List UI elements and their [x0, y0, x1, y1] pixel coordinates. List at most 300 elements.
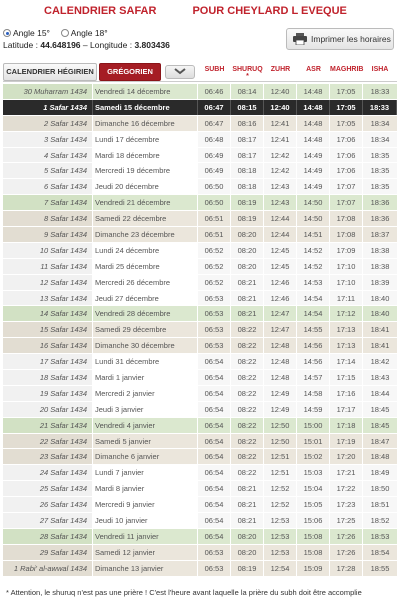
zuhr-time: 12:40: [264, 84, 297, 99]
isha-time: 18:49: [363, 465, 397, 480]
col-zuhr: ZUHR: [270, 66, 291, 73]
subh-time: 06:49: [198, 163, 231, 178]
table-row: [3, 132, 397, 148]
isha-time: 18:41: [370, 325, 390, 335]
zuhr-time: 12:41: [264, 132, 297, 147]
latitude-value: 44.648196: [40, 40, 81, 50]
latitude-label: Latitude :: [3, 40, 38, 50]
prayer-times-table: [3, 84, 397, 577]
zuhr-time: 12:48: [264, 370, 297, 385]
shuruq-time: 08:21: [231, 275, 264, 290]
subh-time: 06:49: [198, 148, 231, 163]
subh-time: 06:52: [198, 243, 231, 258]
subh-time: 06:54: [198, 513, 231, 528]
gregorian-date: Mercredi 2 janvier: [93, 386, 198, 401]
zuhr-time: 12:47: [264, 306, 297, 321]
title-bar: [0, 0, 400, 22]
subh-time: 06:48: [198, 132, 231, 147]
maghrib-time: 17:07: [330, 179, 363, 194]
maghrib-time: 17:10: [330, 275, 363, 290]
hegirian-date: 24 Safar 1434: [3, 465, 93, 480]
asr-time: 14:50: [297, 211, 330, 226]
zuhr-time: 12:48: [264, 338, 297, 353]
gregorian-date: Mardi 1 janvier: [93, 370, 198, 385]
zuhr-time: 12:52: [264, 481, 297, 496]
tab-hegirien[interactable]: CALENDRIER HÉGIRIEN: [3, 63, 97, 81]
subh-time: 06:53: [198, 291, 231, 306]
asr-time: 15:09: [297, 561, 330, 576]
gregorian-date: Vendredi 4 janvier: [93, 418, 198, 433]
maghrib-time: 17:10: [330, 259, 363, 274]
asr-time: 14:53: [297, 275, 330, 290]
zuhr-time: 12:43: [264, 179, 297, 194]
calendar-menu-button[interactable]: [165, 65, 195, 79]
isha-time: 18:48: [370, 452, 390, 462]
isha-time: 18:43: [363, 370, 397, 385]
subh-time: 06:53: [198, 561, 231, 576]
isha-time: 18:39: [363, 275, 397, 290]
hegirian-date: 6 Safar 1434: [3, 179, 93, 194]
print-button[interactable]: [286, 28, 394, 50]
isha-time: 18:54: [370, 547, 390, 557]
asr-time: 15:08: [297, 545, 330, 560]
gregorian-date: Vendredi 11 janvier: [93, 529, 198, 544]
zuhr-time: 12:43: [264, 195, 297, 210]
maghrib-time: 17:26: [330, 529, 363, 544]
maghrib-time: 17:08: [330, 211, 363, 226]
gregorian-date: Lundi 7 janvier: [93, 465, 198, 480]
hegirian-date: 12 Safar 1434: [3, 275, 93, 290]
gregorian-date: Jeudi 3 janvier: [93, 402, 198, 417]
zuhr-time: 12:51: [264, 449, 297, 464]
maghrib-time: 17:06: [330, 132, 363, 147]
isha-time: 18:51: [363, 497, 397, 512]
table-row: [3, 529, 397, 545]
subh-time: 06:54: [198, 418, 231, 433]
subh-time: 06:54: [198, 529, 231, 544]
col-isha: ISHA: [371, 66, 389, 73]
table-header: [3, 62, 397, 82]
shuruq-time: 08:22: [231, 386, 264, 401]
subh-time: 06:53: [198, 545, 231, 560]
table-row: [3, 513, 397, 529]
shuruq-time: 08:20: [231, 529, 264, 544]
shuruq-time: 08:22: [231, 322, 264, 337]
hegirian-date: 4 Safar 1434: [3, 148, 93, 163]
maghrib-time: 17:23: [330, 497, 363, 512]
angle18-label: Angle 18°: [70, 28, 108, 38]
gregorian-date: Lundi 31 décembre: [93, 354, 198, 369]
shuruq-time: 08:19: [231, 211, 264, 226]
zuhr-time: 12:53: [264, 529, 297, 544]
calculation-options: [3, 27, 170, 51]
hegirian-date: 21 Safar 1434: [3, 418, 93, 433]
zuhr-time: 12:40: [264, 100, 297, 115]
shuruq-time: 08:21: [231, 513, 264, 528]
table-row-today: [3, 100, 397, 116]
isha-time: 18:35: [363, 163, 397, 178]
zuhr-time: 12:50: [264, 418, 297, 433]
shuruq-time: 08:22: [231, 338, 264, 353]
gregorian-date: Vendredi 21 décembre: [93, 195, 198, 210]
isha-time: 18:34: [370, 118, 390, 128]
table-row: [3, 227, 397, 243]
asr-time: 14:51: [297, 227, 330, 242]
gregorian-date: Mardi 8 janvier: [93, 481, 198, 496]
asr-time: 14:49: [297, 163, 330, 178]
table-row: [3, 275, 397, 291]
maghrib-time: 17:13: [330, 338, 363, 353]
longitude-value: 3.803436: [134, 40, 170, 50]
table-row: [3, 434, 397, 450]
asr-time: 14:50: [297, 195, 330, 210]
maghrib-time: 17:12: [330, 306, 363, 321]
subh-time: 06:54: [198, 434, 231, 449]
subh-time: 06:53: [198, 338, 231, 353]
gregorian-date: Dimanche 23 décembre: [93, 227, 198, 242]
maghrib-time: 17:19: [330, 434, 363, 449]
maghrib-time: 17:14: [330, 354, 363, 369]
zuhr-time: 12:44: [264, 211, 297, 226]
maghrib-time: 17:25: [330, 513, 363, 528]
hegirian-date: 7 Safar 1434: [3, 195, 93, 210]
maghrib-time: 17:11: [330, 291, 363, 306]
shuruq-time: 08:22: [231, 434, 264, 449]
isha-time: 18:36: [370, 198, 390, 208]
zuhr-time: 12:48: [264, 354, 297, 369]
subh-time: 06:51: [198, 227, 231, 242]
isha-time: 18:41: [370, 341, 390, 351]
isha-time: 18:47: [370, 436, 390, 446]
hegirian-date: 11 Safar 1434: [3, 259, 93, 274]
table-row: [3, 195, 397, 211]
subh-time: 06:54: [198, 370, 231, 385]
asr-time: 15:05: [297, 497, 330, 512]
zuhr-time: 12:54: [264, 561, 297, 576]
printer-icon: [293, 33, 307, 45]
gregorian-date: Lundi 17 décembre: [93, 132, 198, 147]
maghrib-time: 17:15: [330, 370, 363, 385]
hegirian-date: 29 Safar 1434: [3, 545, 93, 560]
hegirian-date: 28 Safar 1434: [3, 529, 93, 544]
table-row: [3, 163, 397, 179]
hegirian-date: 9 Safar 1434: [3, 227, 93, 242]
hegirian-date: 1 Safar 1434: [3, 100, 93, 115]
hegirian-date: 10 Safar 1434: [3, 243, 93, 258]
isha-time: 18:50: [363, 481, 397, 496]
shuruq-time: 08:17: [231, 132, 264, 147]
hegirian-date: 13 Safar 1434: [3, 291, 93, 306]
asr-time: 14:48: [297, 84, 330, 99]
gregorian-date: Mercredi 9 janvier: [93, 497, 198, 512]
isha-time: 18:55: [370, 563, 390, 573]
shuruq-time: 08:22: [231, 354, 264, 369]
zuhr-time: 12:45: [264, 243, 297, 258]
zuhr-time: 12:53: [264, 545, 297, 560]
subh-time: 06:54: [198, 354, 231, 369]
table-row: [3, 354, 397, 370]
table-row: [3, 418, 397, 434]
table-row: [3, 402, 397, 418]
table-row: [3, 465, 397, 481]
hegirian-date: 8 Safar 1434: [3, 211, 93, 226]
shuruq-time: 08:20: [231, 227, 264, 242]
col-shuruq: SHURUQ *: [232, 66, 263, 80]
gregorian-date: Mardi 25 décembre: [93, 259, 198, 274]
asr-time: 15:04: [297, 481, 330, 496]
asr-time: 14:49: [297, 179, 330, 194]
maghrib-time: 17:06: [330, 163, 363, 178]
shuruq-time: 08:18: [231, 179, 264, 194]
table-row: [3, 322, 397, 338]
table-row: [3, 84, 397, 100]
angle15-label: Angle 15°: [13, 28, 50, 38]
gregorian-date: Samedi 22 décembre: [93, 211, 198, 226]
table-row: [3, 338, 397, 354]
zuhr-time: 12:46: [264, 291, 297, 306]
hegirian-date: 27 Safar 1434: [3, 513, 93, 528]
tab-gregorien[interactable]: GRÉGORIEN: [99, 63, 161, 81]
maghrib-time: 17:16: [330, 386, 363, 401]
shuruq-time: 08:21: [231, 481, 264, 496]
hegirian-date: 25 Safar 1434: [3, 481, 93, 496]
subh-time: 06:54: [198, 386, 231, 401]
asr-time: 14:52: [297, 259, 330, 274]
gregorian-date: Samedi 29 décembre: [93, 322, 198, 337]
subh-time: 06:52: [198, 259, 231, 274]
isha-time: 18:52: [363, 513, 397, 528]
hegirian-date: 14 Safar 1434: [3, 306, 93, 321]
page-location: POUR CHEYLARD L EVEQUE: [192, 5, 347, 17]
subh-time: 06:46: [198, 84, 231, 99]
table-row: [3, 561, 397, 577]
isha-time: 18:36: [370, 214, 390, 224]
isha-time: 18:40: [370, 309, 390, 319]
hegirian-date: 22 Safar 1434: [3, 434, 93, 449]
subh-time: 06:50: [198, 179, 231, 194]
asr-time: 14:48: [297, 100, 330, 115]
table-row: [3, 179, 397, 195]
isha-time: 18:38: [363, 243, 397, 258]
maghrib-time: 17:13: [330, 322, 363, 337]
hegirian-date: 17 Safar 1434: [3, 354, 93, 369]
gregorian-date: Mercredi 19 décembre: [93, 163, 198, 178]
asr-time: 15:03: [297, 465, 330, 480]
isha-time: 18:37: [370, 229, 390, 239]
angle18-radio[interactable]: [61, 29, 69, 37]
subh-time: 06:54: [198, 497, 231, 512]
maghrib-time: 17:05: [330, 100, 363, 115]
asr-time: 15:01: [297, 434, 330, 449]
subh-time: 06:47: [198, 116, 231, 131]
shuruq-time: 08:17: [231, 148, 264, 163]
table-row: [3, 211, 397, 227]
gregorian-date: Jeudi 20 décembre: [93, 179, 198, 194]
hegirian-date: 16 Safar 1434: [3, 338, 93, 353]
gregorian-date: Jeudi 27 décembre: [93, 291, 198, 306]
table-row: [3, 449, 397, 465]
shuruq-time: 08:18: [231, 163, 264, 178]
gregorian-date: Dimanche 30 décembre: [93, 338, 198, 353]
isha-time: 18:44: [363, 386, 397, 401]
shuruq-time: 08:21: [231, 291, 264, 306]
chevron-down-icon: [174, 68, 186, 76]
gregorian-date: Mardi 18 décembre: [93, 148, 198, 163]
isha-time: 18:35: [363, 148, 397, 163]
asr-time: 14:54: [297, 306, 330, 321]
gregorian-date: Dimanche 6 janvier: [93, 449, 198, 464]
maghrib-time: 17:08: [330, 227, 363, 242]
subh-time: 06:53: [198, 322, 231, 337]
gregorian-date: Jeudi 10 janvier: [93, 513, 198, 528]
shuruq-time: 08:20: [231, 545, 264, 560]
maghrib-time: 17:18: [330, 418, 363, 433]
hegirian-date: 18 Safar 1434: [3, 370, 93, 385]
maghrib-time: 17:05: [330, 116, 363, 131]
print-button-label: Imprimer les horaires: [311, 34, 391, 44]
table-row: [3, 545, 397, 561]
shuruq-time: 08:22: [231, 449, 264, 464]
asr-time: 14:49: [297, 148, 330, 163]
asr-time: 14:48: [297, 132, 330, 147]
gregorian-date: Vendredi 28 décembre: [93, 306, 198, 321]
subh-time: 06:51: [198, 211, 231, 226]
maghrib-time: 17:07: [330, 195, 363, 210]
hegirian-date: 5 Safar 1434: [3, 163, 93, 178]
isha-time: 18:40: [363, 291, 397, 306]
hegirian-date: 30 Muharram 1434: [3, 84, 93, 99]
maghrib-time: 17:05: [330, 84, 363, 99]
asr-time: 15:02: [297, 449, 330, 464]
shuruq-time: 08:22: [231, 402, 264, 417]
subh-time: 06:52: [198, 275, 231, 290]
maghrib-time: 17:22: [330, 481, 363, 496]
table-row: [3, 243, 397, 259]
asr-time: 14:56: [297, 338, 330, 353]
subh-time: 06:54: [198, 449, 231, 464]
asr-time: 14:56: [297, 354, 330, 369]
shuruq-time: 08:22: [231, 465, 264, 480]
col-asr: ASR: [306, 66, 321, 73]
maghrib-time: 17:17: [330, 402, 363, 417]
maghrib-time: 17:21: [330, 465, 363, 480]
asr-time: 14:52: [297, 243, 330, 258]
zuhr-time: 12:42: [264, 148, 297, 163]
asr-time: 14:57: [297, 370, 330, 385]
isha-time: 18:53: [370, 531, 390, 541]
isha-time: 18:35: [363, 179, 397, 194]
zuhr-time: 12:46: [264, 275, 297, 290]
page-title: CALENDRIER SAFAR: [44, 5, 157, 17]
subh-time: 06:54: [198, 402, 231, 417]
subh-time: 06:54: [198, 465, 231, 480]
zuhr-time: 12:42: [264, 163, 297, 178]
table-row: [3, 306, 397, 322]
shuruq-time: 08:15: [231, 100, 264, 115]
hegirian-date: 23 Safar 1434: [3, 449, 93, 464]
subh-time: 06:47: [198, 100, 231, 115]
zuhr-time: 12:51: [264, 465, 297, 480]
subh-time: 06:50: [198, 195, 231, 210]
asr-time: 14:58: [297, 386, 330, 401]
longitude-label: – Longitude :: [82, 40, 133, 50]
zuhr-time: 12:41: [264, 116, 297, 131]
asr-time: 14:55: [297, 322, 330, 337]
shuruq-time: 08:21: [231, 497, 264, 512]
zuhr-time: 12:53: [264, 513, 297, 528]
zuhr-time: 12:47: [264, 322, 297, 337]
table-row: [3, 386, 397, 402]
hegirian-date: 1 Rabi' al-awwal 1434: [3, 561, 93, 576]
asr-time: 15:06: [297, 513, 330, 528]
col-maghrib: MAGHRIB: [330, 66, 364, 73]
shuruq-time: 08:20: [231, 259, 264, 274]
shuruq-time: 08:16: [231, 116, 264, 131]
gregorian-date: Dimanche 16 décembre: [93, 116, 198, 131]
gregorian-date: Mercredi 26 décembre: [93, 275, 198, 290]
col-subh: SUBH: [204, 66, 225, 73]
isha-time: 18:33: [370, 86, 390, 96]
table-row: [3, 481, 397, 497]
asr-time: 15:00: [297, 418, 330, 433]
maghrib-time: 17:09: [330, 243, 363, 258]
maghrib-time: 17:20: [330, 449, 363, 464]
table-row: [3, 148, 397, 164]
table-row: [3, 497, 397, 513]
zuhr-time: 12:45: [264, 259, 297, 274]
hegirian-date: 20 Safar 1434: [3, 402, 93, 417]
gregorian-date: Vendredi 14 décembre: [93, 84, 198, 99]
zuhr-time: 12:49: [264, 402, 297, 417]
isha-time: 18:33: [363, 100, 397, 115]
gregorian-date: Lundi 24 décembre: [93, 243, 198, 258]
table-row: [3, 291, 397, 307]
gregorian-date: Samedi 15 décembre: [93, 100, 198, 115]
zuhr-time: 12:52: [264, 497, 297, 512]
asr-time: 14:54: [297, 291, 330, 306]
shuruq-time: 08:22: [231, 370, 264, 385]
subh-time: 06:54: [198, 481, 231, 496]
zuhr-time: 12:44: [264, 227, 297, 242]
hegirian-date: 3 Safar 1434: [3, 132, 93, 147]
asr-time: 14:48: [297, 116, 330, 131]
hegirian-date: 15 Safar 1434: [3, 322, 93, 337]
table-row: [3, 370, 397, 386]
isha-time: 18:45: [363, 402, 397, 417]
table-row: [3, 259, 397, 275]
shuruq-time: 08:22: [231, 418, 264, 433]
hegirian-date: 19 Safar 1434: [3, 386, 93, 401]
shuruq-time: 08:14: [231, 84, 264, 99]
isha-time: 18:42: [363, 354, 397, 369]
maghrib-time: 17:28: [330, 561, 363, 576]
asr-time: 15:08: [297, 529, 330, 544]
asr-time: 14:59: [297, 402, 330, 417]
angle15-radio[interactable]: [3, 29, 11, 37]
shuruq-time: 08:20: [231, 243, 264, 258]
maghrib-time: 17:06: [330, 148, 363, 163]
zuhr-time: 12:50: [264, 434, 297, 449]
isha-time: 18:45: [370, 420, 390, 430]
isha-time: 18:38: [363, 259, 397, 274]
zuhr-time: 12:49: [264, 386, 297, 401]
shuruq-time: 08:21: [231, 306, 264, 321]
hegirian-date: 26 Safar 1434: [3, 497, 93, 512]
gregorian-date: Samedi 12 janvier: [93, 545, 198, 560]
shuruq-time: 08:19: [231, 195, 264, 210]
subh-time: 06:53: [198, 306, 231, 321]
table-row: [3, 116, 397, 132]
